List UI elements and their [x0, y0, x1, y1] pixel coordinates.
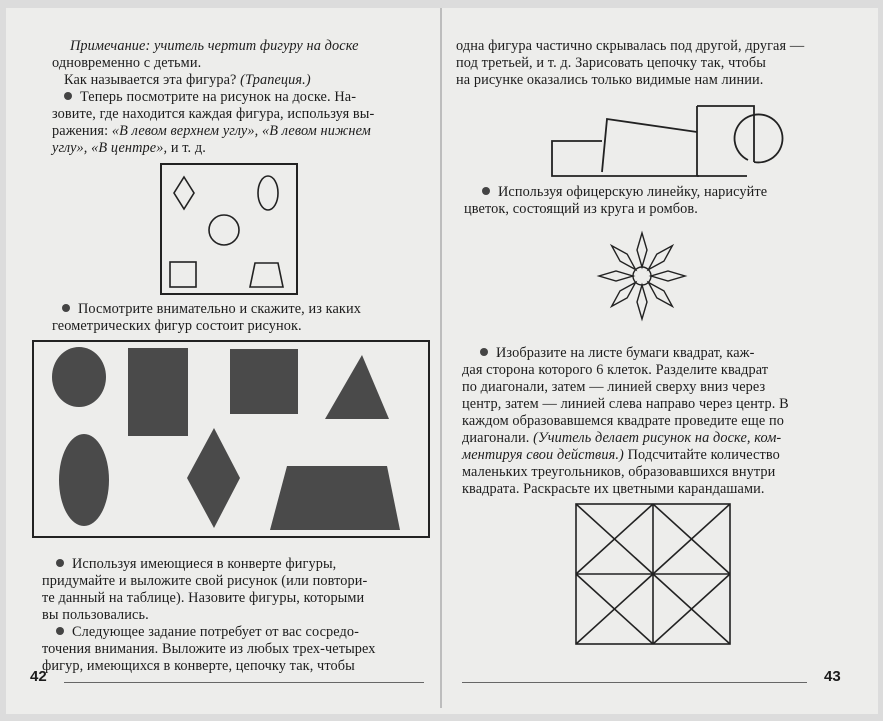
task5-line-a: [464, 184, 859, 201]
shapes-figure: [32, 340, 432, 540]
continuation-line-a: одна фигура частично скрывалась под другой, другая —: [456, 38, 805, 54]
task3-line-d: вы пользовались.: [42, 607, 149, 623]
footer-rule-right: [462, 682, 807, 683]
rhombus-shape: [174, 177, 194, 209]
task5-line-b: цветок, состоящий из круга и ромбов.: [464, 201, 698, 217]
task2-text-a: Посмотрите внимательно и скажите, из каких: [78, 301, 361, 317]
task5-block: [464, 184, 859, 218]
task6-line-e: каждом образовавшемся квадрате проведите еще по: [462, 413, 784, 429]
chain-square-shape: [697, 106, 754, 162]
task2-line-a: [52, 301, 437, 318]
ellipse-shape: [258, 176, 278, 210]
flower-figure: [592, 226, 692, 326]
continuation-line-c: на рисунке оказались только видимые нам линии.: [456, 72, 764, 88]
task4-line-c: фигур, имеющихся в конверте, цепочку так, чтобы: [42, 658, 355, 674]
bullet-icon: [56, 627, 64, 635]
task6-text-f: диагонали.: [462, 430, 530, 446]
task6-line-c: по диагонали, затем — линией сверху вниз через: [462, 379, 766, 395]
task3-line-c: те данный на таблице). Назовите фигуры, которыми: [42, 590, 365, 606]
task1-line-a: [52, 89, 437, 106]
task6-line-b: дая сторона которого 6 клеток. Разделите квадрат: [462, 362, 769, 378]
task6-italic-f: (Учитель делает рисунок на доске, ком-: [533, 430, 782, 446]
divided-square-figure: [572, 500, 734, 650]
flower-petals: [599, 233, 685, 319]
task6-line-g: [462, 447, 862, 464]
task6-line-d: центр, затем — линией слева направо через центр. В: [462, 396, 789, 412]
page-number-left: 42: [30, 668, 47, 685]
filled-triangle-shape: [325, 355, 389, 419]
left-page-text-top: [52, 38, 437, 157]
circle-shape: [209, 215, 239, 245]
chain-circle-shape: [735, 114, 783, 162]
question-text: Как называется эта фигура?: [64, 72, 237, 88]
chain-trapezoid-shape: [602, 119, 697, 172]
task6-line-h: маленьких треугольников, образовавшихся внутри: [462, 464, 776, 480]
task6-text-g: Подсчитайте количество: [627, 447, 780, 463]
bullet-icon: [56, 559, 64, 567]
filled-trapezoid-shape: [270, 466, 400, 530]
filled-rhombus-shape: [187, 428, 240, 528]
task6-block: [462, 345, 862, 498]
square-shape: [170, 262, 196, 287]
filled-ellipse-shape: [59, 434, 109, 526]
task4-line-a: [42, 624, 437, 641]
page-number-right: 43: [824, 668, 841, 685]
question-answer: (Трапеция.): [240, 72, 311, 88]
task6-italic-g: ментируя свои действия.): [462, 447, 624, 463]
task1-text-c: ражения:: [52, 123, 109, 139]
note-line: Примечание: учитель чертит фигуру на доске: [70, 38, 359, 54]
task6-text-a: Изобразите на листе бумаги квадрат, каж-: [496, 345, 755, 361]
task4-text-a: Следующее задание потребует от вас сосредо-: [72, 624, 360, 640]
trapezoid-shape: [250, 263, 283, 287]
task3-line-b: придумайте и выложите свой рисунок (или повтори-: [42, 573, 368, 589]
bullet-icon: [480, 348, 488, 356]
task1-italic-d: углу», «В центре»,: [52, 140, 168, 156]
chain-figure: [547, 104, 807, 179]
filled-circle-shape: [52, 347, 106, 407]
note-continuation: одновременно с детьми.: [52, 55, 202, 71]
task1-line-c: [52, 123, 437, 140]
task3-text-a: Используя имеющиеся в конверте фигуры,: [72, 556, 337, 572]
task5-text-a: Используя офицерскую линейку, нарисуйте: [498, 184, 768, 200]
task2-line-b: геометрических фигур состоит рисунок.: [52, 318, 302, 334]
task6-line-f: [462, 430, 862, 447]
task4-line-b: точения внимания. Выложите из любых трех-четырех: [42, 641, 376, 657]
book-gutter: [440, 8, 442, 708]
task1-text-a: Теперь посмотрите на рисунок на доске. На-: [80, 89, 357, 105]
task3-line-a: [42, 556, 437, 573]
filled-rectangle-shape: [128, 348, 188, 436]
task1-line-b: зовите, где находится каждая фигура, используя вы-: [52, 106, 375, 122]
task1-italic-c: «В левом верхнем углу», «В левом нижнем: [111, 123, 371, 139]
task3-4-block: [42, 556, 437, 675]
continuation-block: [456, 38, 851, 89]
board-figure: [160, 163, 300, 298]
task6-line-i: квадрата. Раскрасьте их цветными карандашами.: [462, 481, 765, 497]
footer-rule-left: [64, 682, 424, 683]
bullet-icon: [482, 187, 490, 195]
task1-line-d: [52, 140, 437, 157]
chain-rectangle-shape: [552, 141, 699, 176]
task2-block: [52, 301, 437, 335]
bullet-icon: [62, 304, 70, 312]
continuation-line-b: под третьей, и т. д. Зарисовать цепочку так, чтобы: [456, 55, 766, 71]
question-line: [52, 72, 437, 89]
left-page: [12, 8, 437, 708]
filled-square-shape: [230, 349, 298, 414]
task6-line-a: [462, 345, 862, 362]
task1-text-d: и т. д.: [170, 140, 206, 156]
bullet-icon: [64, 92, 72, 100]
right-page: [452, 8, 877, 708]
